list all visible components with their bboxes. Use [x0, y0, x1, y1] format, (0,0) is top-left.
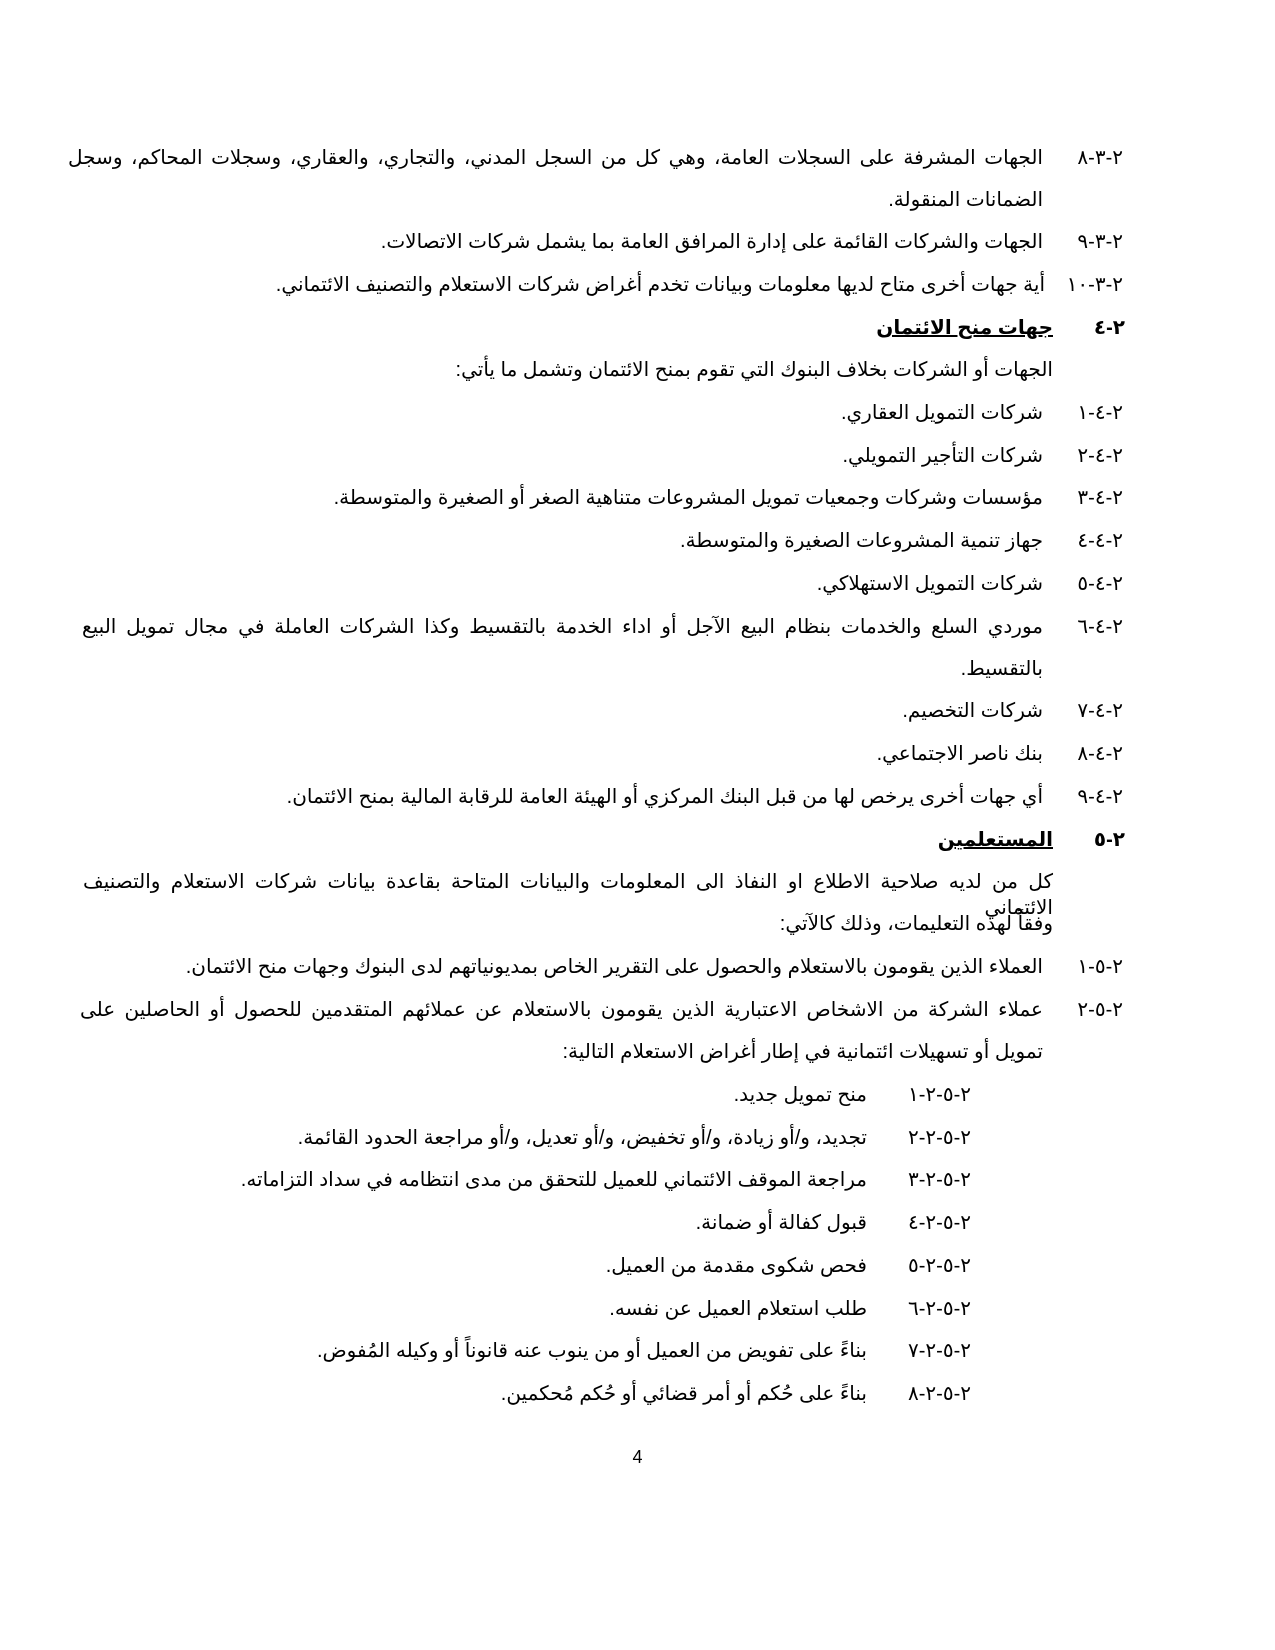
subitem-text: قبول كفالة أو ضمانة.: [695, 1212, 867, 1234]
subitem-number: ٢-٥-٢-٥: [907, 1255, 971, 1277]
subitem-number: ٢-٥-٢-١: [907, 1084, 971, 1106]
section-intro: كل من لديه صلاحية الاطلاع او النفاذ الى المعلومات والبيانات المتاحة بقاعدة بيانات شركات الاستعلام والتصنيف الائتماني: [83, 871, 1053, 919]
item-number: ٢-٤-٣: [1077, 487, 1123, 509]
list-item-text: الجهات والشركات القائمة على إدارة المرافق العامة بما يشمل شركات الاتصالات.: [380, 231, 1043, 253]
subitem-number: ٢-٥-٢-٨: [907, 1383, 971, 1405]
subitem-number: ٢-٥-٢-٧: [907, 1340, 971, 1362]
list-item-text-continued: الضمانات المنقولة.: [888, 189, 1043, 211]
section-heading: المستعلمين: [937, 829, 1053, 851]
list-item-text: بنك ناصر الاجتماعي.: [876, 743, 1043, 765]
list-item-text-continued: بالتقسيط.: [960, 658, 1043, 680]
section-intro: الجهات أو الشركات بخلاف البنوك التي تقوم بمنح الائتمان وتشمل ما يأتي:: [455, 359, 1053, 381]
list-item-text: جهاز تنمية المشروعات الصغيرة والمتوسطة.: [680, 530, 1043, 552]
subitem-text: مراجعة الموقف الائتماني للعميل للتحقق من مدى انتظامه في سداد التزاماته.: [240, 1169, 867, 1191]
list-item-text: العملاء الذين يقومون بالاستعلام والحصول على التقرير الخاص بمديونياتهم لدى البنوك وجهات منح الائتمان.: [185, 956, 1043, 978]
item-number: ٢-٥-٢: [1077, 999, 1123, 1021]
item-number: ٢-٣-٨: [1077, 147, 1123, 169]
section-intro-continued: وفقاً لهذه التعليمات، وذلك كالآتي:: [779, 913, 1053, 935]
list-item-text: شركات التأجير التمويلي.: [842, 445, 1043, 467]
subitem-text: فحص شكوى مقدمة من العميل.: [605, 1255, 867, 1277]
list-item-text: شركات التمويل العقاري.: [840, 402, 1043, 424]
subitem-number: ٢-٥-٢-٦: [907, 1298, 971, 1320]
list-item-text: أية جهات أخرى متاح لديها معلومات وبيانات تخدم أغراض شركات الاستعلام والتصنيف الائتماني.: [275, 274, 1045, 296]
item-number: ٢-٤-٨: [1077, 743, 1123, 765]
subitem-text: تجديد، و/أو زيادة، و/أو تخفيض، و/أو تعديل، و/أو مراجعة الحدود القائمة.: [297, 1127, 867, 1149]
item-number: ٢-٤-٥: [1077, 573, 1123, 595]
item-number: ٢-٤-٩: [1077, 786, 1123, 808]
item-number: ٢-٤-٧: [1077, 700, 1123, 722]
item-number: ٢-٤-٢: [1077, 445, 1123, 467]
list-item-text: أي جهات أخرى يرخص لها من قبل البنك المركزي أو الهيئة العامة للرقابة المالية بمنح الائتمان.: [286, 786, 1043, 808]
subitem-text: بناءً على تفويض من العميل أو من ينوب عنه قانوناً أو وكيله المُفوض.: [316, 1340, 867, 1362]
list-item-text: الجهات المشرفة على السجلات العامة، وهي كل من السجل المدني، والتجاري، والعقاري، وسجلات المحاكم، وسجل: [68, 147, 1043, 169]
subitem-text: منح تمويل جديد.: [733, 1084, 867, 1106]
section-number: ٢-٤: [1093, 317, 1125, 339]
item-number: ٢-٥-١: [1077, 956, 1123, 978]
subitem-number: ٢-٥-٢-٤: [907, 1212, 971, 1234]
item-number: ٢-٣-٩: [1077, 231, 1123, 253]
list-item-text: موردي السلع والخدمات بنظام البيع الآجل أو اداء الخدمة بالتقسيط وكذا الشركات العاملة في مجال تمويل البيع: [82, 616, 1043, 638]
list-item-text: مؤسسات وشركات وجمعيات تمويل المشروعات متناهية الصغر أو الصغيرة والمتوسطة.: [333, 487, 1043, 509]
section-heading: جهات منح الائتمان: [876, 317, 1053, 339]
subitem-text: بناءً على حُكم أو أمر قضائي أو حُكم مُحكمين.: [500, 1383, 867, 1405]
item-number: ٢-٣-١٠: [1066, 274, 1123, 296]
item-number: ٢-٤-٦: [1077, 616, 1123, 638]
list-item-text: عملاء الشركة من الاشخاص الاعتبارية الذين يقومون بالاستعلام عن عملائهم المتقدمين للحصول أو الحاصلين على: [80, 999, 1043, 1021]
subitem-text: طلب استعلام العميل عن نفسه.: [609, 1298, 867, 1320]
subitem-number: ٢-٥-٢-٢: [907, 1127, 971, 1149]
subitem-number: ٢-٥-٢-٣: [907, 1169, 971, 1191]
list-item-text: شركات التمويل الاستهلاكي.: [816, 573, 1043, 595]
list-item-text: شركات التخصيم.: [902, 700, 1043, 722]
item-number: ٢-٤-٤: [1077, 530, 1123, 552]
item-number: ٢-٤-١: [1077, 402, 1123, 424]
section-number: ٢-٥: [1093, 829, 1125, 851]
page-number: 4: [632, 1447, 643, 1467]
list-item-text-continued: تمويل أو تسهيلات ائتمانية في إطار أغراض الاستعلام التالية:: [562, 1041, 1043, 1063]
